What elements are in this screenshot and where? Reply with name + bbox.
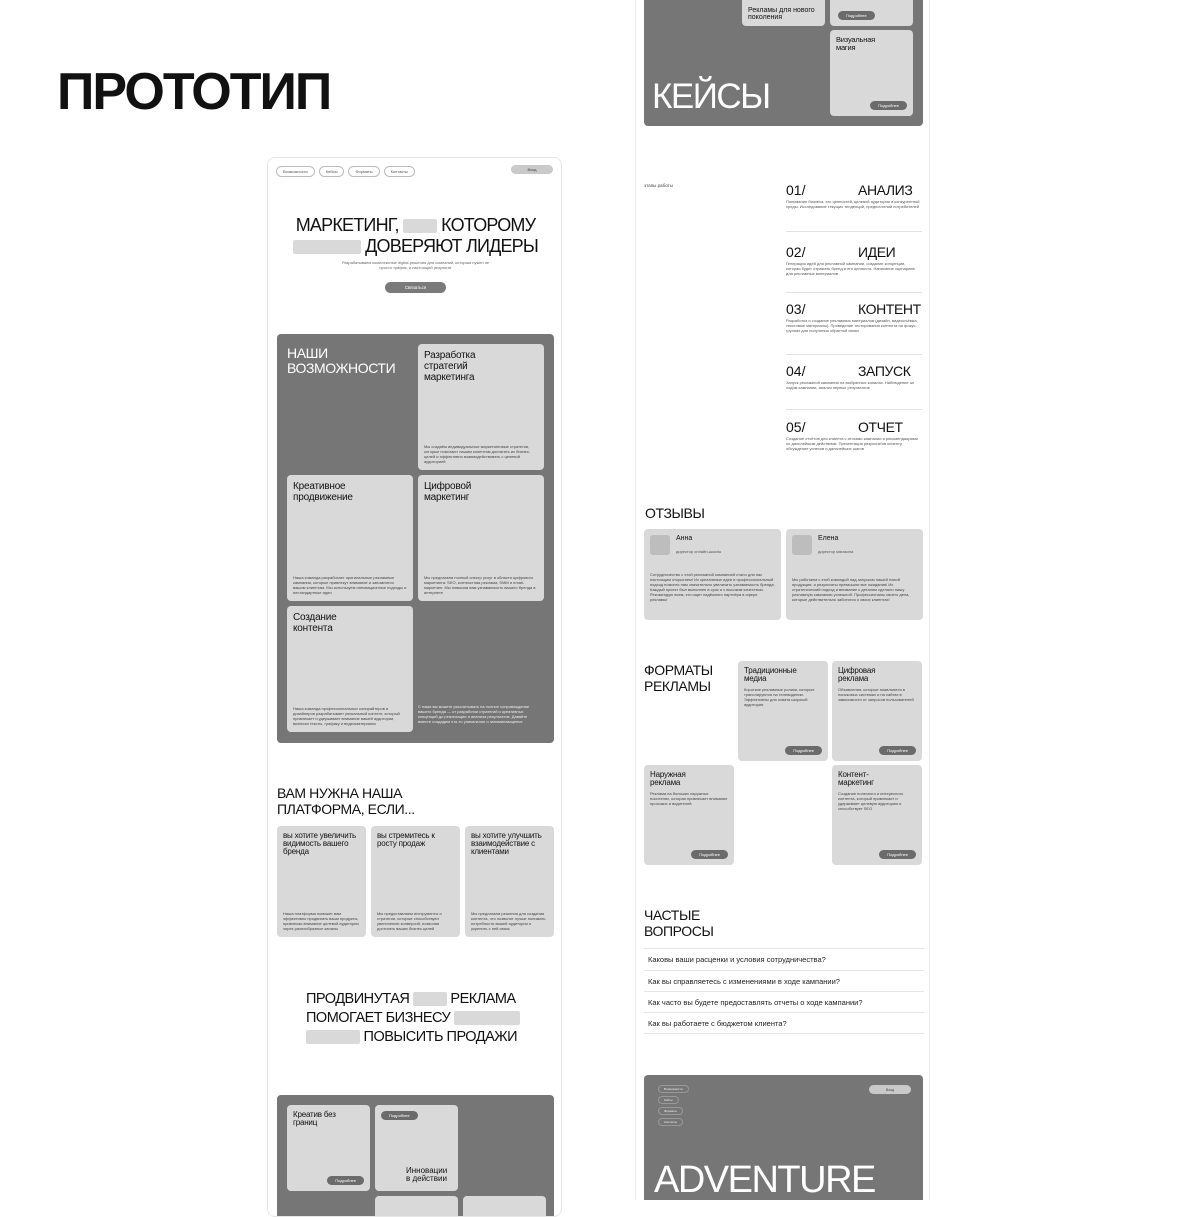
card-title: Создание контента xyxy=(293,612,337,634)
footer-nav-item[interactable]: Возможности xyxy=(658,1085,689,1093)
more-button[interactable]: Подробнее xyxy=(691,850,728,859)
case-card[interactable] xyxy=(830,30,913,116)
need-platform-title: ВАМ НУЖНА НАША ПЛАТФОРМА, ЕСЛИ... xyxy=(277,785,415,817)
card-title: Контент-маркетинг xyxy=(838,770,874,787)
step-number: 01/ xyxy=(786,182,806,198)
review-card xyxy=(644,529,781,620)
card-title: Рекламы для нового поколения xyxy=(748,7,815,21)
step-item xyxy=(786,182,922,232)
cases-section xyxy=(644,0,923,126)
card-text: Короткие рекламные ролики, которые транслируются на телевидении. Эффективны для охвата широкой аудитории xyxy=(744,687,815,707)
top-nav xyxy=(276,166,415,177)
login-button[interactable]: Вход xyxy=(869,1085,911,1094)
footer-nav-item[interactable]: Кейсы xyxy=(658,1096,679,1104)
image-placeholder xyxy=(403,219,437,233)
card-title: Разработка стратегий маркетинга xyxy=(424,350,476,383)
nav-item-capabilities[interactable]: Возможности xyxy=(276,166,315,177)
step-item xyxy=(786,419,922,464)
card-text: Наша команда разработает оригинальные рекламные кампании, которые привлекут внимание и запомнятся вашим клиентам. Мы используем инновационные подходы и нестандартные идеи xyxy=(293,575,407,595)
cases-title: КЕЙСЫ xyxy=(652,77,770,116)
nav-item-contacts[interactable]: Контакты xyxy=(384,166,415,177)
card-title: Креатив без границ xyxy=(293,1110,336,1127)
promo-statement: ПРОДВИНУТАЯ РЕКЛАМА ПОМОГАЕТ БИЗНЕСУ ПОВЫСИТЬ ПРОДАЖИ xyxy=(306,990,526,1047)
format-card[interactable] xyxy=(644,765,734,865)
image-placeholder xyxy=(306,1030,360,1044)
card-title: Традиционные медиа xyxy=(744,666,797,683)
image-placeholder xyxy=(413,992,447,1006)
step-name: ИДЕИ xyxy=(858,244,896,260)
card-text: Мы предоставляем инструменты и стратегии, которые способствуют увеличению конверсий, позволяя достигать ваших бизнес-целей xyxy=(377,911,442,931)
innovation-section xyxy=(277,1095,554,1217)
step-number: 05/ xyxy=(786,419,806,435)
more-button[interactable]: Подробнее xyxy=(785,746,822,755)
step-description: Запуск рекламной кампании на выбранных каналах. Наблюдение за ходом кампании, анализ первых результатов xyxy=(786,380,914,390)
reviews-title: ОТЗЫВЫ xyxy=(645,505,705,521)
case-card[interactable] xyxy=(830,0,913,26)
nav-item-formats[interactable]: Форматы xyxy=(348,166,379,177)
image-placeholder xyxy=(454,1011,520,1025)
divider xyxy=(786,231,922,232)
divider xyxy=(786,409,922,410)
nav-item-cases[interactable]: Кейсы xyxy=(319,166,345,177)
faq-question[interactable]: Как часто вы будете предоставлять отчеты о ходе кампании? xyxy=(644,991,924,1013)
step-name: ОТЧЕТ xyxy=(858,419,903,435)
footer-section xyxy=(644,1075,923,1200)
step-item xyxy=(786,301,922,356)
step-number: 02/ xyxy=(786,244,806,260)
step-description: Создание отчётов для клиента с итогами кампании и рекомендациями по дальнейшим действиям. Презентация результатов клиенту, обсуждение успехов и дальнейших шагов xyxy=(786,436,918,451)
reviewer-name: Елена xyxy=(818,535,839,542)
need-card[interactable] xyxy=(371,826,460,937)
reviewer-role: директор онлайн-школы xyxy=(676,549,722,554)
step-description: Генерация идей для рекламной кампании, создание концепции, которая будет отражать бренд и его ценности. Написание сценариев для рекламных материалов xyxy=(786,261,915,276)
step-name: АНАЛИЗ xyxy=(858,182,913,198)
login-button[interactable]: Вход xyxy=(511,165,553,174)
avatar xyxy=(792,535,812,555)
card-title: Цифровая реклама xyxy=(838,666,876,683)
case-card[interactable] xyxy=(742,0,825,26)
card-title: Визуальная магия xyxy=(836,35,876,52)
card-text: Мы предлагаем решения для создания контента, что позволит лучше понимать потребности вашей аудитории и укрепить с ней связь xyxy=(471,911,546,931)
more-button[interactable]: Подробнее xyxy=(381,1111,418,1120)
step-number: 04/ xyxy=(786,363,806,379)
capabilities-note: С нами вы можете рассчитывать на полное сопровождение вашего бренда — от разработки стратегий и креативных концепций до реализации и анализа результатов. Давайте вместе создадим что-то уникальное и запоминающееся xyxy=(418,704,530,724)
faq-question[interactable]: Каковы ваши расценки и условия сотрудничества? xyxy=(644,948,924,970)
hero-subtitle: Разрабатываем комплексные digital-решения для компаний, которым нужен не просто трафик, а настоящий результат xyxy=(341,260,490,270)
card-text: Наша команда профессиональных копирайтеров и дизайнеров разрабатывает уникальный контент, который привлекает и удерживает внимание вашей аудитории, включая тексты, графику и видеоматериалы xyxy=(293,706,400,726)
capability-card[interactable] xyxy=(287,475,413,601)
contact-button[interactable]: Связаться xyxy=(385,282,446,293)
step-name: КОНТЕНТ xyxy=(858,301,921,317)
card-text: Мы предлагаем полный спектр услуг в области цифрового маркетинга: SEO, контекстная реклама, SMM и email-маркетинг. Мы повысим вам узнаваемость вашего бренда в интернете xyxy=(424,575,536,595)
card-title: Инновации в действии xyxy=(406,1166,448,1183)
card-text: Мы создаём индивидуальные маркетинговые стратегии, которые помогают нашим клиентам достигать их бизнес-целей и эффективно взаимодействовать с целевой аудиторией xyxy=(424,444,531,464)
more-button[interactable]: Подробнее xyxy=(327,1176,364,1185)
card-title: вы хотите увеличить видимость вашего бренда xyxy=(283,831,356,856)
card-title: Креативное продвижение xyxy=(293,481,353,503)
review-card xyxy=(786,529,923,620)
capability-card[interactable] xyxy=(418,475,544,601)
need-card[interactable] xyxy=(277,826,366,937)
format-card[interactable] xyxy=(738,661,828,761)
avatar xyxy=(650,535,670,555)
step-name: ЗАПУСК xyxy=(858,363,911,379)
card-text: Объявления, которые появляются в поисковых системах и на сайтах в зависимости от запросов пользователей xyxy=(838,687,914,702)
footer-nav-item[interactable]: Форматы xyxy=(658,1107,683,1115)
format-card[interactable] xyxy=(832,661,922,761)
reviewer-name: Анна xyxy=(676,535,693,542)
hero-title: МАРКЕТИНГ, КОТОРОМУ ДОВЕРЯЮТ ЛИДЕРЫ xyxy=(268,215,562,257)
faq-question[interactable]: Как вы работаете с бюджетом клиента? xyxy=(644,1012,924,1034)
feature-card[interactable] xyxy=(463,1196,546,1217)
step-item xyxy=(786,363,922,410)
capabilities-section xyxy=(277,334,554,743)
step-item xyxy=(786,244,922,294)
card-title: вы хотите улучшить взаимодействие с клиентами xyxy=(471,831,542,856)
faq-title: ЧАСТЫЕ ВОПРОСЫ xyxy=(644,907,714,939)
capability-card[interactable] xyxy=(418,344,544,470)
review-text: Сотрудничество с этой рекламной компанией стало для нас настоящим открытием! Их креативные идеи и профессиональный подход помогли нам значительно увеличить узнаваемость бренда. Каждый проект был выполнен в срок и с высоким качеством. Рекомендую всем, кто ищет надёжного партнёра в сфере рекламы! xyxy=(650,572,775,602)
faq-question[interactable]: Как вы справляетесь с изменениями в ходе кампании? xyxy=(644,970,924,992)
card-title: вы стремитесь к росту продаж xyxy=(377,831,435,848)
steps-label: этапы работы xyxy=(644,183,673,188)
review-text: Мы работаем с этой командой над запуском нашей новой продукции, и результаты превзошли все ожидания! Их стратегический подход и внимание к деталям сделали нашу рекламную кампанию успешной. Профессионалы своего дела, которые действительно заботятся о своих клиентах! xyxy=(792,577,910,602)
reviewer-role: директор магазина xyxy=(818,549,854,554)
more-button[interactable]: Подробнее xyxy=(879,850,916,859)
prototype-left-column xyxy=(267,157,562,1217)
need-card[interactable] xyxy=(465,826,554,937)
brand-logo-text: ADVENTURE xyxy=(654,1159,875,1200)
more-button[interactable]: Подробнее xyxy=(879,746,916,755)
divider xyxy=(786,292,922,293)
step-number: 03/ xyxy=(786,301,806,317)
card-title: Цифровой маркетинг xyxy=(424,481,472,503)
capability-card[interactable] xyxy=(287,606,413,732)
more-button[interactable]: Подробнее xyxy=(838,11,875,20)
prototype-right-column xyxy=(635,0,930,1200)
feature-card[interactable] xyxy=(375,1196,458,1217)
formats-title: ФОРМАТЫ РЕКЛАМЫ xyxy=(644,662,713,694)
divider xyxy=(786,354,922,355)
footer-nav-item[interactable]: Контакты xyxy=(658,1118,683,1126)
card-text: Наша платформа поможет вам эффективно продвигать ваши продукты, привлекая внимание целевой аудитории через разнообразные каналы xyxy=(283,911,359,931)
format-card[interactable] xyxy=(832,765,922,865)
page-title: ПРОТОТИП xyxy=(57,63,331,121)
card-text: Реклама на больших наружных носителях, которая привлекает внимание прохожих и водителей xyxy=(650,791,728,806)
step-description: Понимание бизнеса, его ценностей, целевой аудитории и конкурентной среды. Исследование текущих тенденций, предпочтений потребителей xyxy=(786,199,920,209)
more-button[interactable]: Подробнее xyxy=(870,101,907,110)
card-title: Наружная реклама xyxy=(650,770,686,787)
step-description: Разработка и создание рекламных материалов (дизайн, видеосъёмка, текстовые материалы). Проведение тестирования контента на фокус-группах для получения обратной связи xyxy=(786,318,918,333)
capabilities-title: НАШИ ВОЗМОЖНОСТИ xyxy=(287,345,396,376)
card-text: Создание полезного и интересного контента, который привлекает и удерживает целевую аудиторию и способствует SEO xyxy=(838,791,904,811)
feature-card[interactable] xyxy=(287,1105,370,1191)
image-placeholder xyxy=(293,240,361,254)
feature-card[interactable] xyxy=(375,1105,458,1191)
